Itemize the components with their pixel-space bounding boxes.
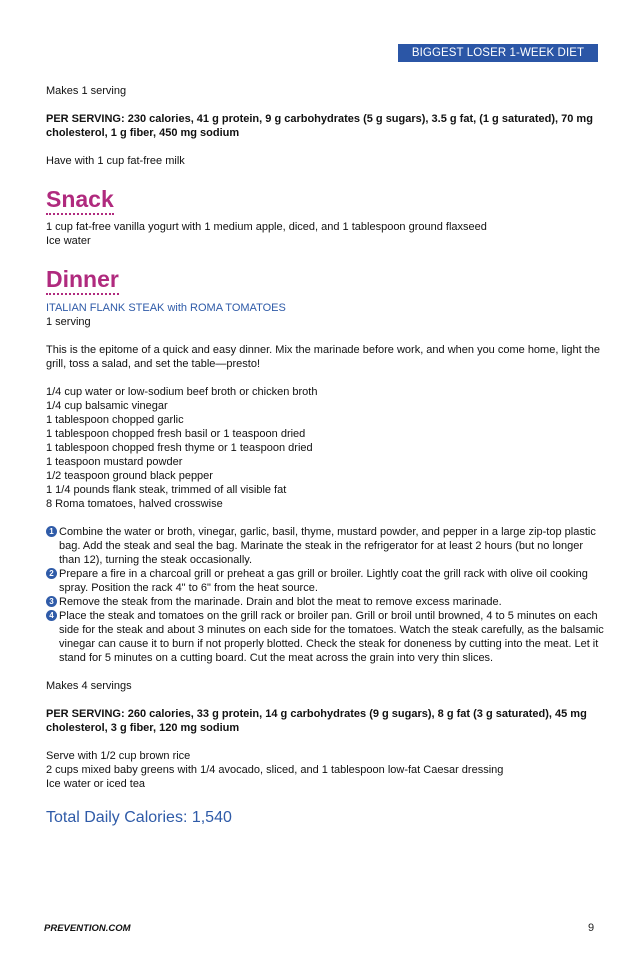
makes-serving: Makes 1 serving [46, 85, 127, 97]
step-number-badge: 1 [46, 526, 57, 537]
recipe-title: ITALIAN FLANK STEAK with ROMA TOMATOES [46, 302, 286, 314]
serve-with: 2 cups mixed baby greens with 1/4 avocado, sliced, and 1 tablespoon low-fat Caesar dressing [46, 764, 504, 776]
step-number-badge: 2 [46, 568, 57, 579]
step-number-badge: 4 [46, 610, 57, 621]
step-text: Combine the water or broth, vinegar, garlic, basil, thyme, mustard powder, and pepper in a large zip-top plastic bag. Add the steak and seal the bag. Marinate the steak in the refrigerator for at least 2 hours (but no longer than 12), turning the steak occasionally. [59, 526, 596, 566]
ingredient: 1/4 cup water or low-sodium beef broth or chicken broth [46, 386, 318, 398]
ingredient: 1 teaspoon mustard powder [46, 456, 183, 468]
ingredient: 8 Roma tomatoes, halved crosswise [46, 498, 223, 510]
page-number: 9 [588, 922, 595, 934]
recipe-steps [46, 525, 606, 665]
per-serving-nutrition: PER SERVING: 230 calories, 41 g protein, 9 g carbohydrates (5 g sugars), 3.5 g fat, (1 g saturated), 70 mg cholesterol, 1 g fiber, 450 mg sodium [46, 113, 593, 139]
makes-servings: Makes 4 servings [46, 680, 132, 692]
per-serving-nutrition: PER SERVING: 260 calories, 33 g protein, 14 g carbohydrates (9 g sugars), 8 g fat (3 g saturated), 45 mg cholesterol, 3 g fiber, 120 mg sodium [46, 708, 587, 734]
ingredient: 1 1/4 pounds flank steak, trimmed of all visible fat [46, 484, 287, 496]
serve-with: Ice water or iced tea [46, 778, 146, 790]
serve-with: Serve with 1/2 cup brown rice [46, 750, 191, 762]
snack-heading: Snack [46, 185, 114, 215]
page-content [46, 84, 606, 828]
recipe-step [46, 567, 606, 595]
footer-site-link[interactable]: PREVENTION.COM [44, 923, 131, 934]
step-text: Remove the steak from the marinade. Drain and blot the meat to remove excess marinade. [59, 596, 502, 608]
snack-line: 1 cup fat-free vanilla yogurt with 1 medium apple, diced, and 1 tablespoon ground flaxseed [46, 221, 487, 233]
recipe-step [46, 595, 606, 609]
step-number-badge: 3 [46, 596, 57, 607]
section-banner: BIGGEST LOSER 1-WEEK DIET PLAN [398, 44, 598, 62]
recipe-step [46, 525, 606, 567]
snack-line: Ice water [46, 235, 91, 247]
serve-with: Have with 1 cup fat-free milk [46, 155, 185, 167]
recipe-intro: This is the epitome of a quick and easy dinner. Mix the marinade before work, and when you come home, light the grill, toss a salad, and set the table—presto! [46, 344, 600, 370]
recipe-serving: 1 serving [46, 316, 91, 328]
ingredient: 1 tablespoon chopped garlic [46, 414, 184, 426]
step-text: Prepare a fire in a charcoal grill or preheat a gas grill or broiler. Lightly coat the grill rack with olive oil cooking spray. Position the rack 4" to 6" from the heat source. [59, 568, 588, 594]
ingredient-list [46, 385, 606, 511]
ingredient: 1/4 cup balsamic vinegar [46, 400, 168, 412]
ingredient: 1 tablespoon chopped fresh basil or 1 teaspoon dried [46, 428, 306, 440]
recipe-step [46, 609, 606, 665]
ingredient: 1 tablespoon chopped fresh thyme or 1 teaspoon dried [46, 442, 313, 454]
ingredient: 1/2 teaspoon ground black pepper [46, 470, 213, 482]
dinner-heading: Dinner [46, 265, 119, 295]
step-text: Place the steak and tomatoes on the grill rack or broiler pan. Grill or broil until browned, 4 to 5 minutes on each side for the steak and about 3 minutes on each side for the tomatoes. Watch the steak carefully, as the balsamic vinegar can cause it to burn if not properly blotted. Check the steak for doneness by cutting into the meat. Let it stand for 5 minutes on a cutting board. Cut the meat across the grain into very thin slices. [59, 610, 604, 664]
total-daily-calories: Total Daily Calories: 1,540 [46, 809, 232, 826]
